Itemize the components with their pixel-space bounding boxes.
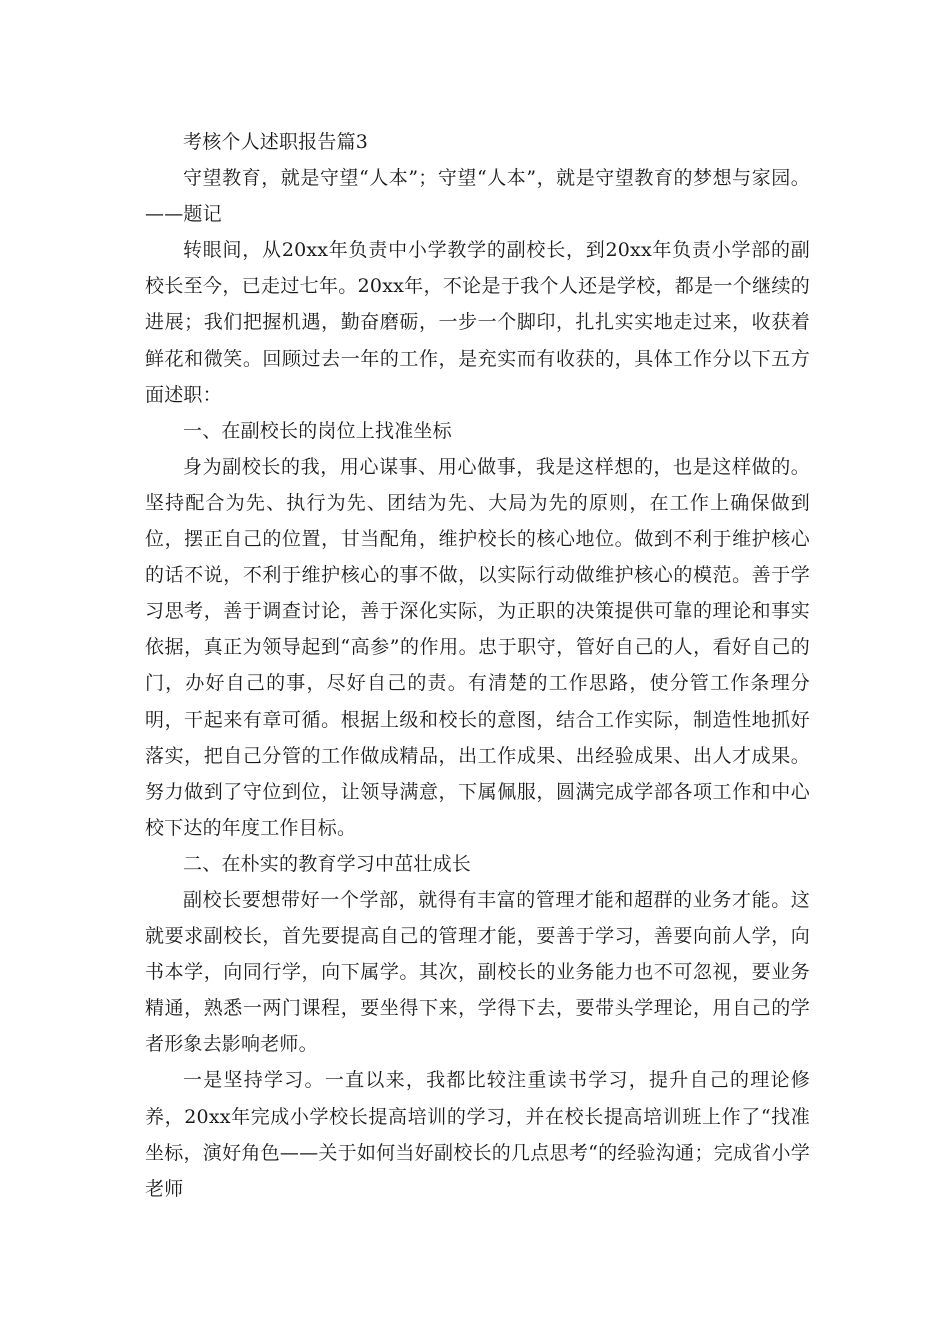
section-heading: 二、在朴实的教育学习中茁壮成长 xyxy=(183,852,472,875)
section-heading: 一、在副校长的岗位上找准坐标 xyxy=(183,419,452,442)
body-paragraph: 身为副校长的我，用心谋事、用心做事，我是这样想的，也是这样做的。坚持配合为先、执行为先、团结为先、大局为先的原则，在工作上确保做到位，摆正自己的位置，甘当配角，维护校长的核心地位。做到不利于维护核心的话不说，不利于维护核心的事不做，以实际行动做维护核心的模范。善于学习思考，善于调查讨论，善于深化实际，为正职的决策提供可靠的理论和事实依据，真正为领导起到“高参”的作用。忠于职守，管好自己的人，看好自己的门，办好自己的事，尽好自己的责。有清楚的工作思路，使分管工作条理分明，干起来有章可循。根据上级和校长的意图，结合工作实际，制造性地抓好落实，把自己分管的工作做成精品，出工作成果、出经验成果、出人才成果。努力做到了守位到位，让领导满意，下属佩服，圆满完成学部各项工作和中心校下达的年度工作目标。 xyxy=(145,455,810,839)
body-paragraph: 一是坚持学习。一直以来，我都比较注重读书学习，提升自己的理论修养，20xx年完成小学校长提高培训的学习，并在校长提高培训班上作了“找准坐标，演好角色——关于如何当好副校长的几点思考“的经验沟通；完成省小学老师 xyxy=(145,1069,810,1200)
document-title: 考核个人述职报告篇3 xyxy=(183,131,369,153)
body-paragraph: 副校长要想带好一个学部，就得有丰富的管理才能和超群的业务才能。这就要求副校长，首先要提高自己的管理才能，要善于学习，善要向前人学，向书本学，向同行学，向下属学。其次，副校长的业务能力也不可忽视，要业务精通，熟悉一两门课程，要坐得下来，学得下去，要带头学理论，用自己的学者形象去影响老师。 xyxy=(145,888,810,1056)
body-paragraph: 转眼间，从20xx年负责中小学教学的副校长，到20xx年负责小学部的副校长至今，已走过七年。20xx年，不论是于我个人还是学校，都是一个继续的进展；我们把握机遇，勤奋磨砺，一步一个脚印，扎扎实实地走过来，收获着鲜花和微笑。回顾过去一年的工作，是充实而有收获的，具体工作分以下五方面述职： xyxy=(145,239,810,406)
epigraph-paragraph: 守望教育，就是守望“人本”；守望“人本”，就是守望教育的梦想与家园。——题记 xyxy=(145,167,810,226)
document-body xyxy=(145,124,810,1207)
